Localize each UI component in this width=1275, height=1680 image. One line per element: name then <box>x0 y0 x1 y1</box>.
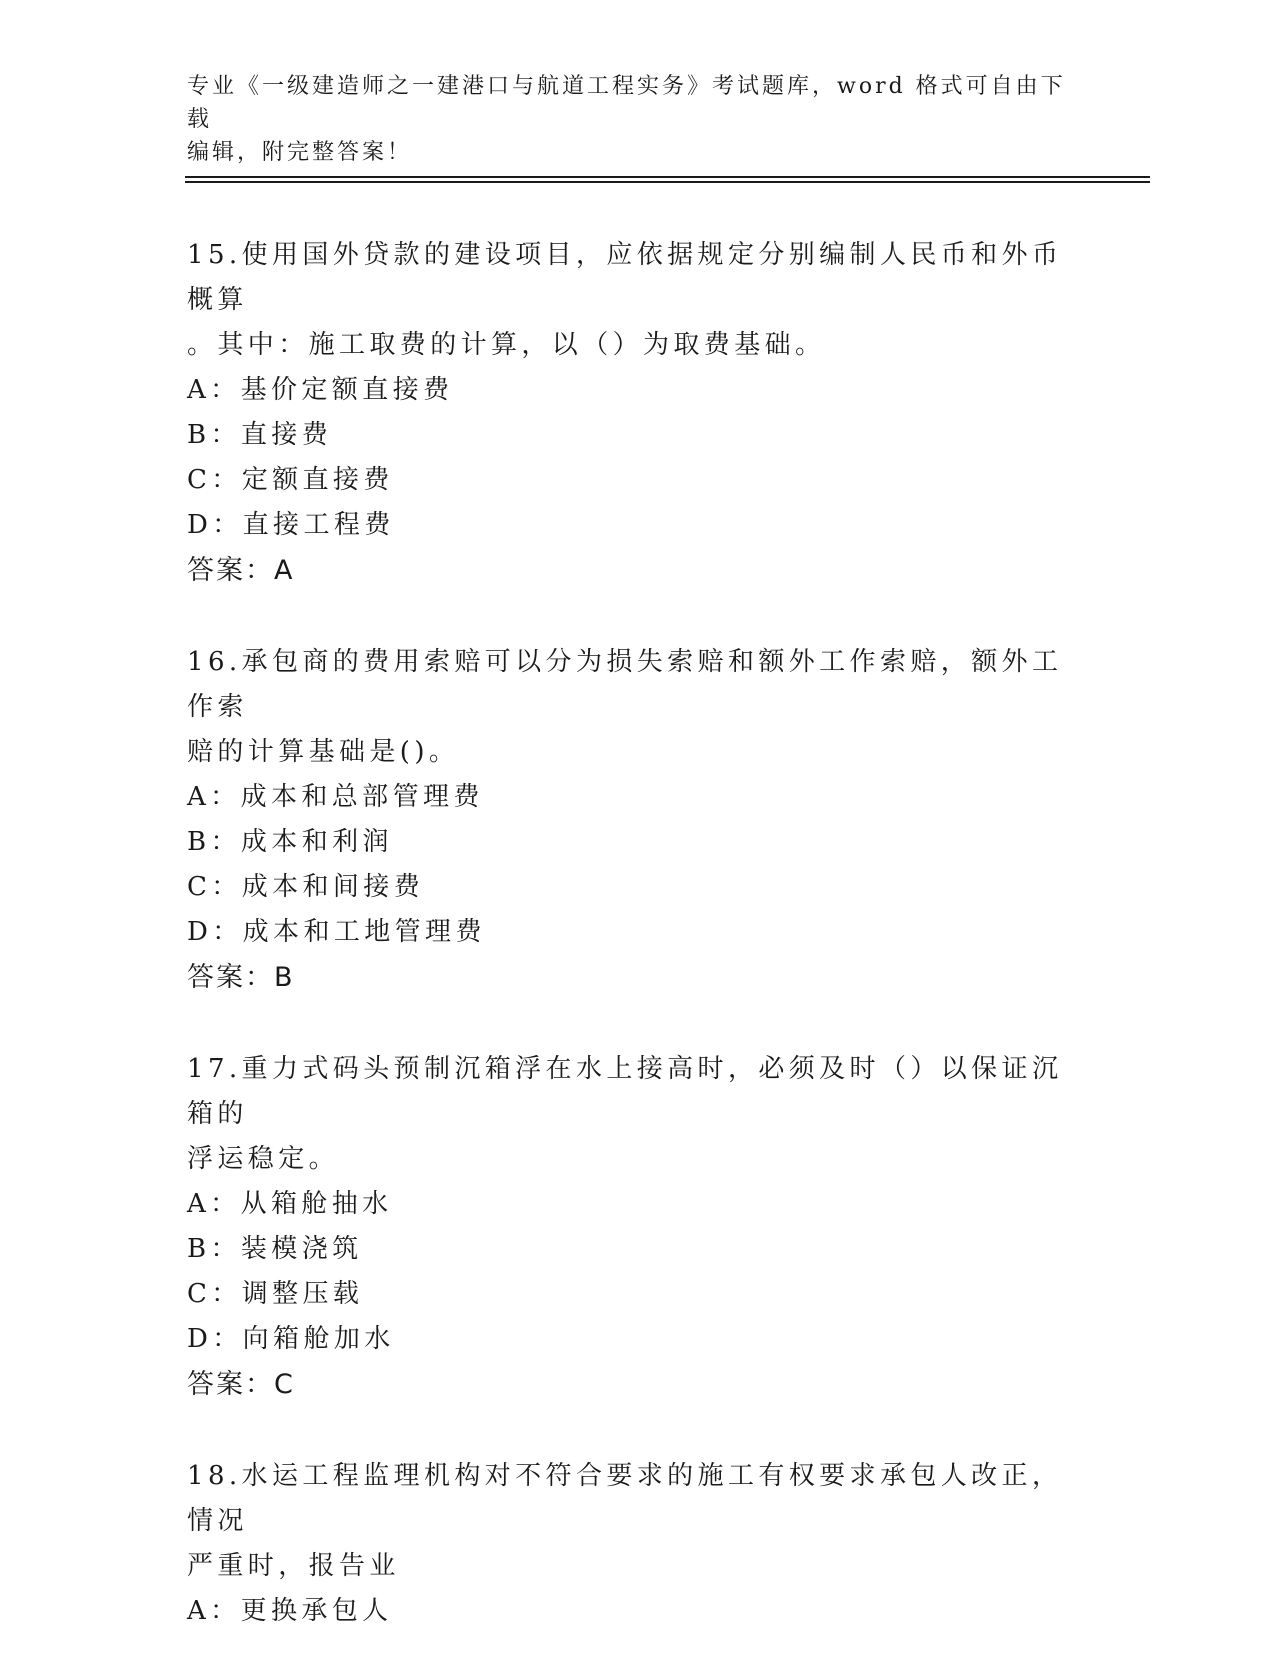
header-divider-top <box>185 176 1150 178</box>
question-16 <box>187 640 1087 1001</box>
option-a: A：基价定额直接费 <box>187 375 454 405</box>
question-stem-line-2: 严重时，报告业 <box>187 1551 400 1581</box>
question-stem <box>187 1047 1087 1182</box>
question-stem <box>187 1454 1087 1589</box>
option-c: C：定额直接费 <box>187 465 394 495</box>
answer-line: 答案：B <box>187 962 295 993</box>
question-stem-line-2: 浮运稳定。 <box>187 1144 340 1174</box>
option-c: C：成本和间接费 <box>187 872 425 902</box>
header-divider-bottom <box>185 181 1150 183</box>
option-d: D：成本和工地管理费 <box>187 917 486 947</box>
answer-line: 答案：A <box>187 555 295 586</box>
option-a: A：更换承包人 <box>187 1596 393 1626</box>
question-17 <box>187 1047 1087 1408</box>
question-stem-line-2: 赔的计算基础是()。 <box>187 737 460 767</box>
answer-line: 答案：C <box>187 1369 295 1400</box>
option-a: A：从箱舱抽水 <box>187 1189 393 1219</box>
question-stem-line-1: 15.使用国外贷款的建设项目，应依据规定分别编制人民币和外币概算 <box>187 240 1063 315</box>
question-stem <box>187 233 1087 368</box>
question-stem <box>187 640 1087 775</box>
option-d: D：向箱舱加水 <box>187 1324 395 1354</box>
question-stem-line-1: 18.水运工程监理机构对不符合要求的施工有权要求承包人改正，情况 <box>187 1461 1063 1536</box>
option-b: B：成本和利润 <box>187 827 393 857</box>
header-line-2: 编辑，附完整答案！ <box>187 140 413 165</box>
option-d: D：直接工程费 <box>187 510 395 540</box>
question-stem-line-2: 。其中：施工取费的计算，以（）为取费基础。 <box>187 330 826 360</box>
question-stem-line-1: 16.承包商的费用索赔可以分为损失索赔和额外工作索赔，额外工作索 <box>187 647 1063 722</box>
option-b: B：直接费 <box>187 420 333 450</box>
document-header <box>187 70 1067 169</box>
question-list <box>187 233 1087 1680</box>
option-a: A：成本和总部管理费 <box>187 782 484 812</box>
header-line-1: 专业《一级建造师之一建港口与航道工程实务》考试题库，word 格式可自由下载 <box>187 74 1066 132</box>
option-c: C：调整压载 <box>187 1279 364 1309</box>
question-18 <box>187 1454 1087 1634</box>
question-15 <box>187 233 1087 594</box>
option-b: B：装模浇筑 <box>187 1234 363 1264</box>
question-stem-line-1: 17.重力式码头预制沉箱浮在水上接高时，必须及时（）以保证沉箱的 <box>187 1054 1063 1129</box>
